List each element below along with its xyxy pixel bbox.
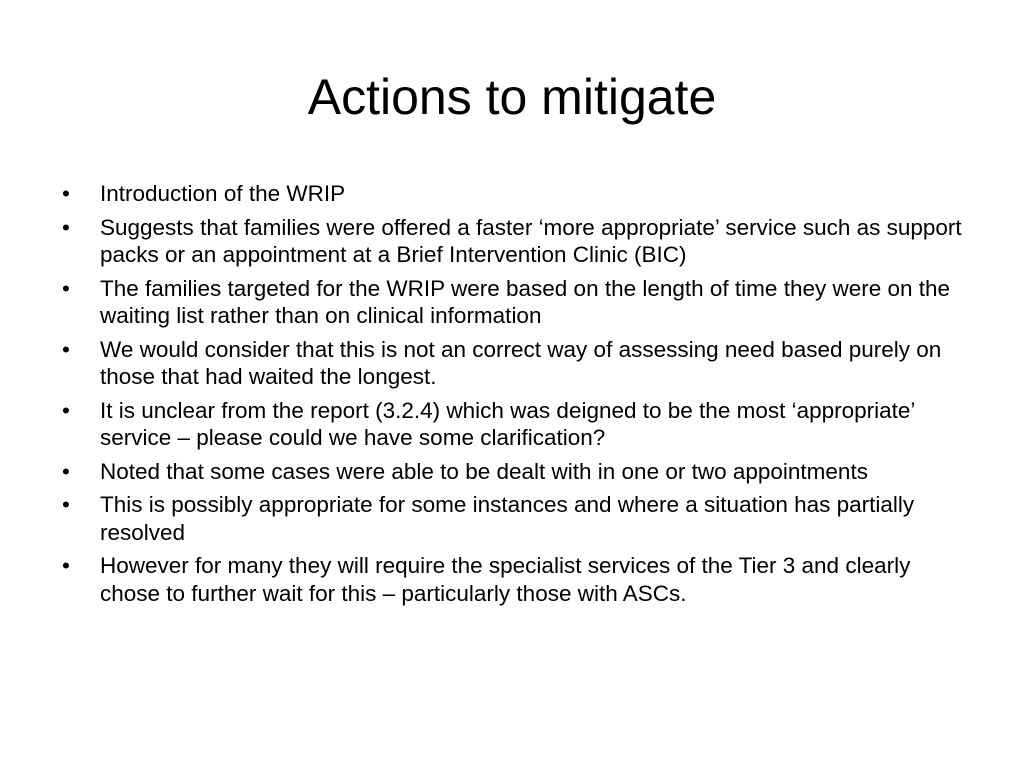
bullet-item (62, 336, 972, 391)
bullet-marker: • (62, 553, 70, 578)
bullet-list (62, 180, 972, 613)
bullet-text: The families targeted for the WRIP were based on the length of time they were on the waiting list rather than on clinical information (100, 275, 951, 328)
bullet-text: It is unclear from the report (3.2.4) which was deigned to be the most ‘appropriate’ service – please could we have some clarification? (100, 397, 915, 450)
bullet-text: Introduction of the WRIP (100, 181, 346, 206)
bullet-item (62, 214, 972, 269)
bullet-text: This is possibly appropriate for some instances and where a situation has partially resolved (100, 492, 915, 545)
bullet-marker: • (62, 214, 70, 240)
bullet-text: Noted that some cases were able to be dealt with in one or two appointments (100, 458, 868, 484)
bullet-text: Suggests that families were offered a faster ‘more appropriate’ service such as support packs or an appointment at a Brief Intervention Clinic (BIC) (100, 214, 962, 267)
bullet-text: However for many they will require the specialist services of the Tier 3 and clearly chose to further wait for this – particularly those with ASCs. (100, 553, 911, 606)
bullet-marker: • (62, 336, 70, 362)
bullet-item (62, 275, 972, 330)
bullet-item (62, 552, 972, 607)
slide-title: Actions to mitigate (307, 69, 717, 125)
bullet-item (62, 397, 972, 452)
bullet-marker: • (62, 397, 70, 423)
bullet-marker: • (62, 492, 70, 517)
bullet-item (62, 458, 972, 486)
bullet-marker: • (62, 275, 70, 301)
bullet-marker: • (62, 458, 70, 484)
bullet-text: We would consider that this is not an correct way of assessing need based purely on those that had waited the longest. (100, 336, 942, 389)
bullet-item (62, 180, 972, 208)
bullet-item (62, 491, 972, 546)
bullet-marker: • (62, 181, 70, 206)
